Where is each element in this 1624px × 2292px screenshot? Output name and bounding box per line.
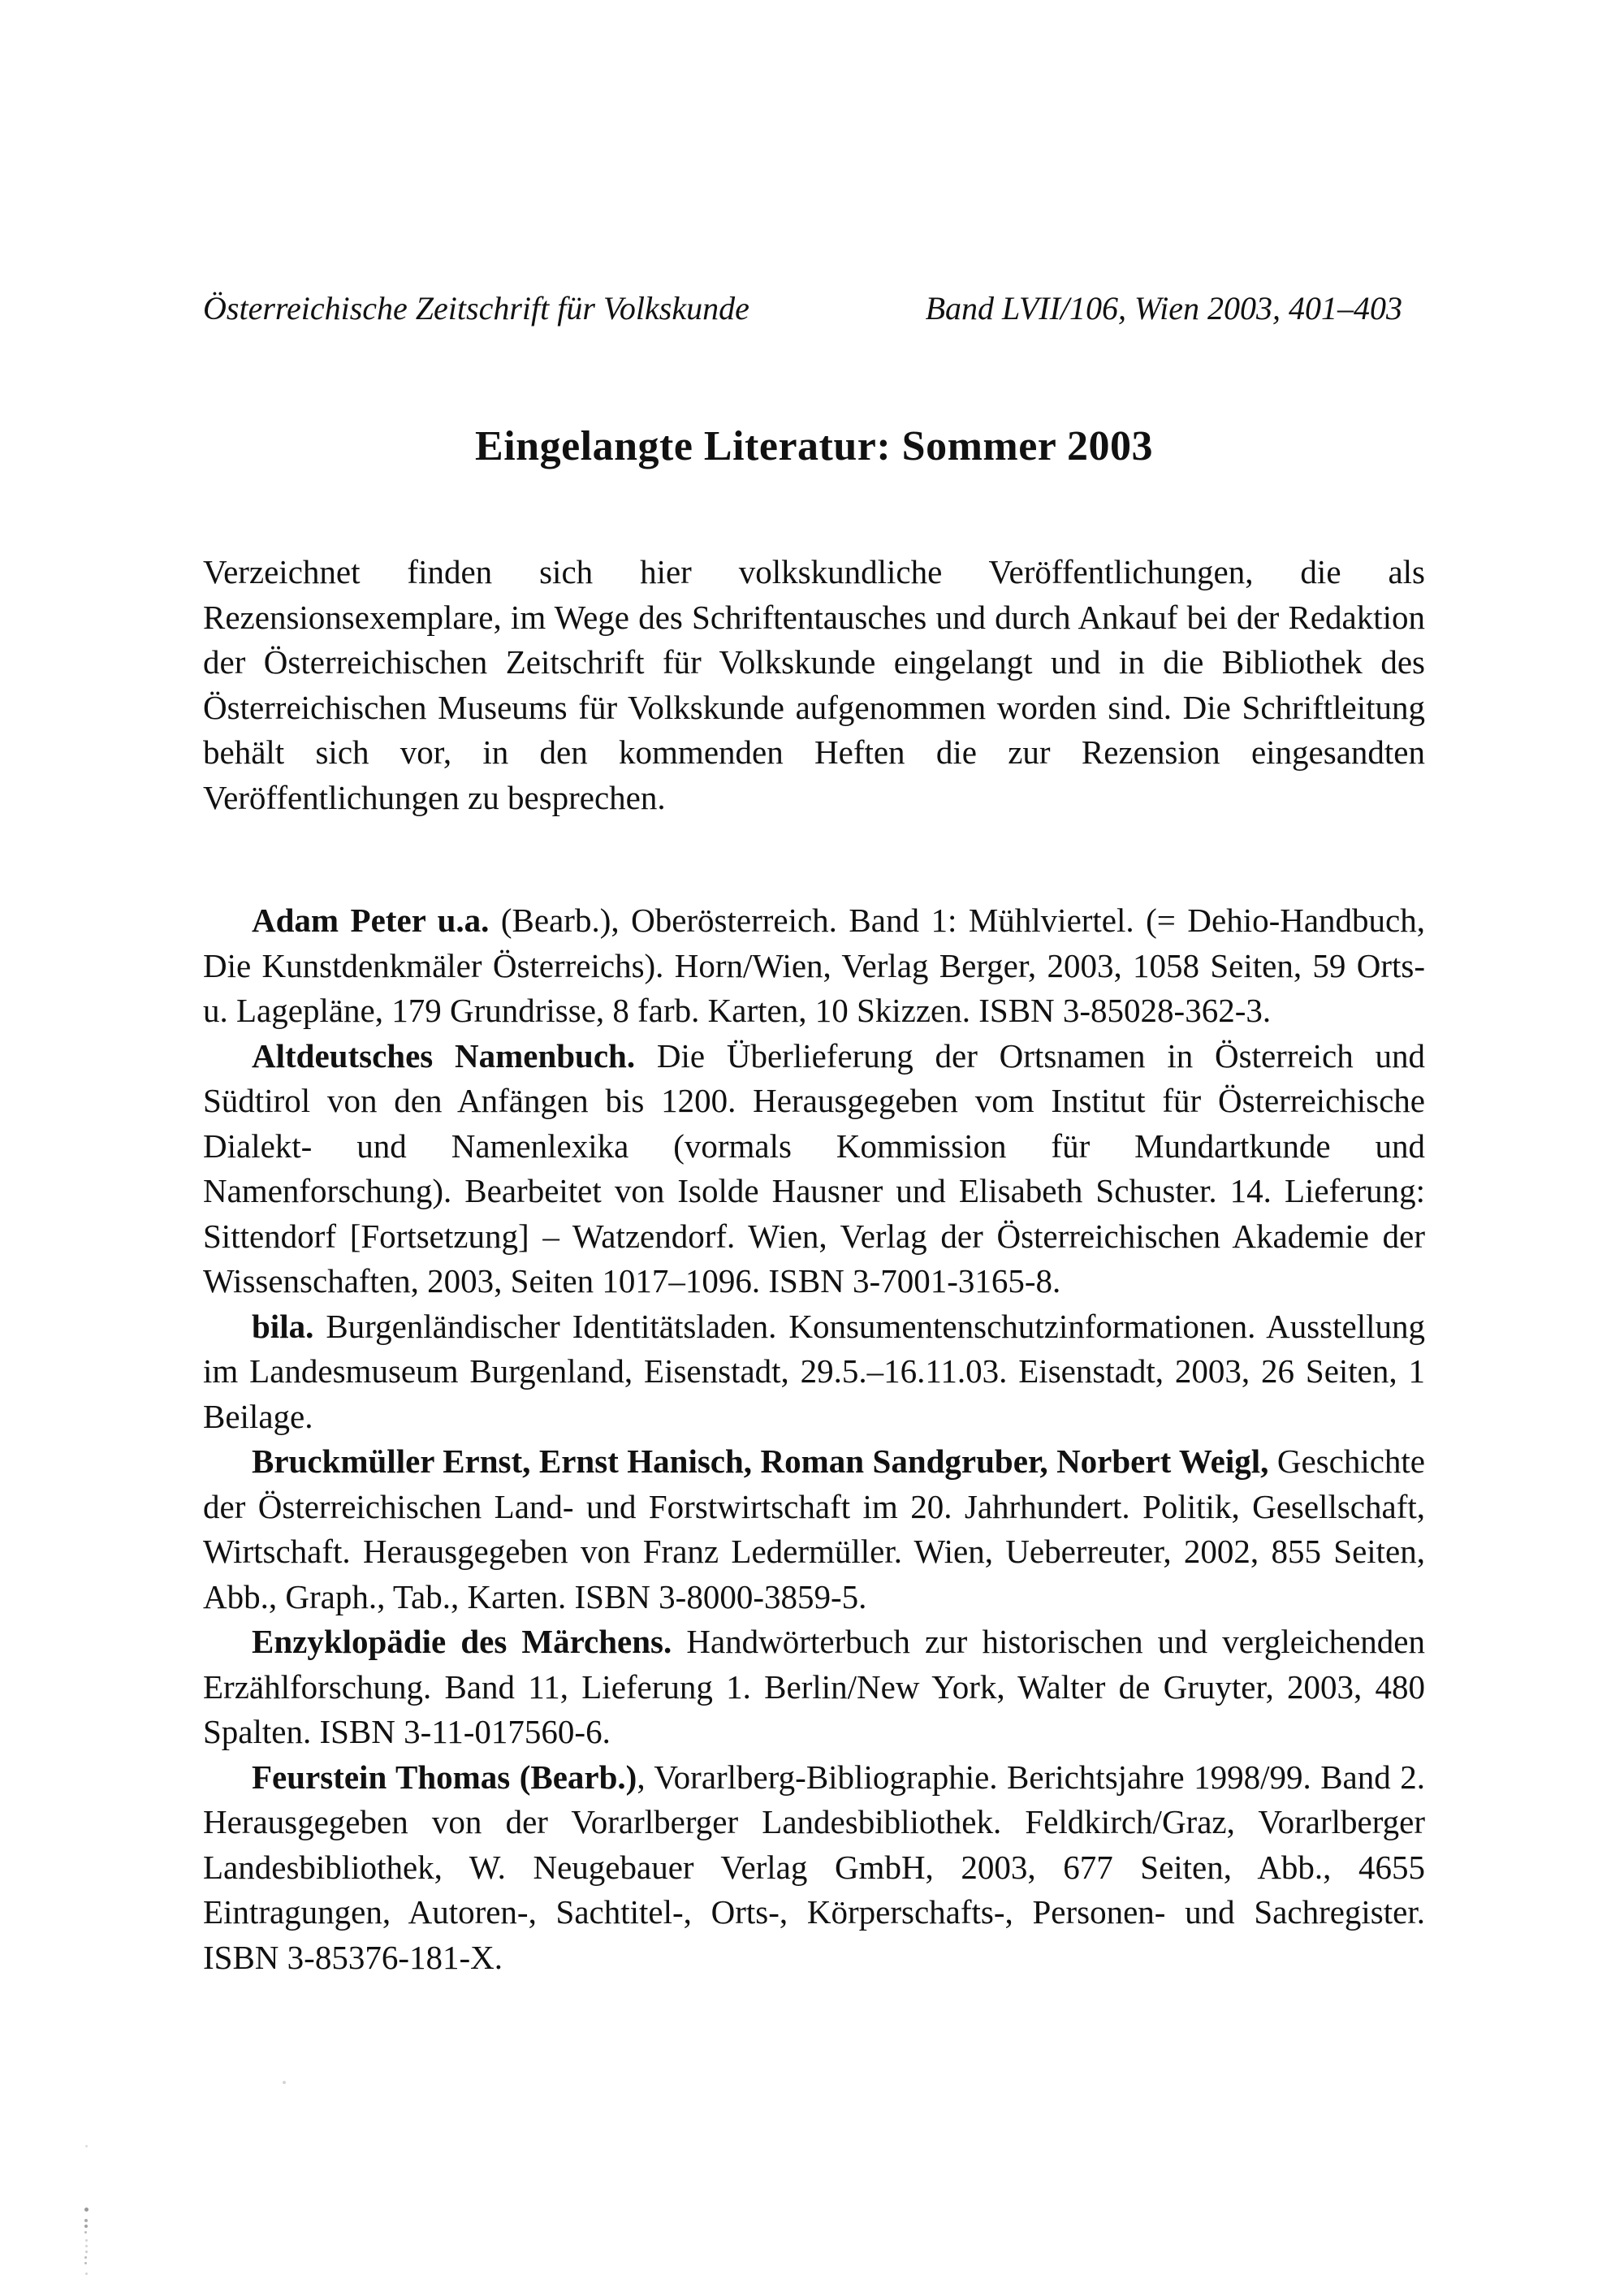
intro-paragraph: Verzeichnet finden sich hier volkskundliche Veröffentlichungen, die als Rezensionsexemplare, im Wege des Schriftentausches und durch Ankauf bei der Redaktion der Österreichischen Zeitschrift für Volkskunde eingelangt und in die Bibliothek des Österreichischen Museums für Volkskunde aufgenommen worden sind. Die Schriftleitung behält sich vor, in den kommenden Heften die zur Rezension eingesandten Veröffentlichungen zu besprechen. [203, 553, 1425, 816]
bibliography-entry: Enzyklopädie des Märchens. Handwörterbuch zur historischen und vergleichenden Erzählforschung. Band 11, Lieferung 1. Berlin/New York, Walter de Gruyter, 2003, 480 Spalten. ISBN 3-11-017560-6. [203, 1623, 1425, 1750]
bibliography-entry: Bruckmüller Ernst, Ernst Hanisch, Roman Sandgruber, Norbert Weigl, Geschichte der Österreichischen Land- und Forstwirtschaft im 20. Jahrhundert. Politik, Gesellschaft, Wirtschaft. Herausgegeben von Franz Ledermüller. Wien, Ueberreuter, 2002, 855 Seiten, Abb., Graph., Tab., Karten. ISBN 3-8000-3859-5. [203, 1442, 1425, 1615]
issue-info: Band LVII/106, Wien 2003, 401–403 [925, 290, 1402, 327]
bibliography-entries [203, 898, 1425, 1980]
bibliography-entry: bila. Burgenländischer Identitätsladen. Konsumentenschutzinformationen. Ausstellung im Landesmuseum Burgenland, Eisenstadt, 29.5.–16.11.03. Eisenstadt, 2003, 26 Seiten, 1 Beilage. [203, 1307, 1425, 1435]
bibliography-entry: Feurstein Thomas (Bearb.), Vorarlberg-Bibliographie. Berichtsjahre 1998/99. Band 2. Herausgegeben von der Vorarlberger Landesbibliothek. Feldkirch/Graz, Vorarlberger Landesbibliothek, W. Neugebauer Verlag GmbH, 2003, 677 Seiten, Abb., 4655 Eintragungen, Autoren-, Sachtitel-, Orts-, Körperschafts-, Personen- und Sachregister. ISBN 3-85376-181-X. [203, 1758, 1425, 1976]
entry-lead: bila. [252, 1307, 314, 1345]
bibliography-entry: Altdeutsches Namenbuch. Die Überlieferung der Ortsnamen in Österreich und Südtirol von den Anfängen bis 1200. Herausgegeben vom Institut für Österreichische Dialekt- und Namenlexika (vormals Kommission für Mundartkunde und Namenforschung). Bearbeitet von Isolde Hausner und Elisabeth Schuster. 14. Lieferung: Sittendorf [Fortsetzung] – Watzendorf. Wien, Verlag der Österreichischen Akademie der Wissenschaften, 2003, Seiten 1017–1096. ISBN 3-7001-3165-8. [203, 1036, 1425, 1300]
running-header [203, 286, 1425, 331]
entry-lead: Enzyklopädie des Märchens. [252, 1623, 672, 1660]
bibliography-entry: Adam Peter u.a. (Bearb.), Oberösterreich. Band 1: Mühlviertel. (= Dehio-Handbuch, Die Kunstdenkmäler Österreichs). Horn/Wien, Verlag Berger, 2003, 1058 Seiten, 59 Orts- u. Lagepläne, 179 Grundrisse, 8 farb. Karten, 10 Skizzen. ISBN 3-85028-362-3. [203, 902, 1426, 1029]
page-title: Eingelangte Literatur: Sommer 2003 [475, 423, 1153, 469]
journal-title: Österreichische Zeitschrift für Volkskunde [203, 290, 749, 327]
entry-lead: Feurstein Thomas (Bearb.) [252, 1758, 637, 1796]
page-content [203, 286, 1425, 1980]
entry-lead: Adam Peter u.a. [252, 902, 490, 939]
entry-lead: Altdeutsches Namenbuch. [252, 1036, 636, 1075]
entry-lead: Bruckmüller Ernst, Ernst Hanisch, Roman Sandgruber, Norbert Weigl, [252, 1442, 1269, 1480]
